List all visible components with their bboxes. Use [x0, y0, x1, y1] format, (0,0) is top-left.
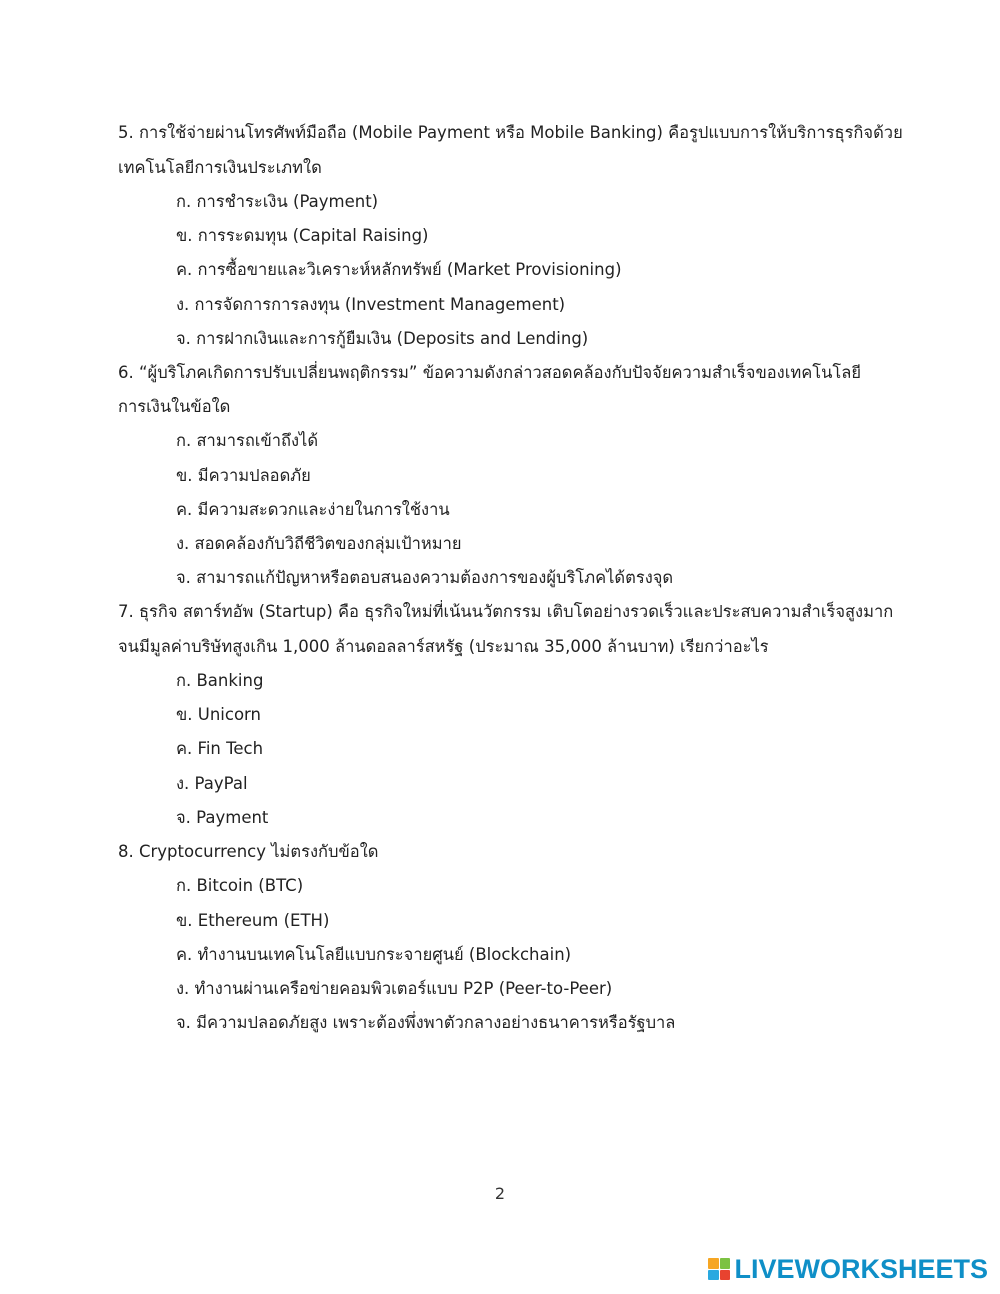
question-5-option-a: ก. การชำระเงิน (Payment) — [176, 192, 379, 211]
question-5-stem-line-1: 5. การใช้จ่ายผ่านโทรศัพท์มือถือ (Mobile Payment หรือ Mobile Banking) คือรูปแบบการให้บริการธุรกิจด้วย — [118, 123, 903, 142]
question-5-option-c: ค. การซื้อขายและวิเคราะห์หลักทรัพย์ (Market Provisioning) — [176, 260, 622, 279]
question-5-option-d: ง. การจัดการการลงทุน (Investment Management) — [176, 295, 566, 314]
question-5-stem-line-2: เทคโนโลยีการเงินประเภทใด — [118, 158, 322, 177]
liveworksheets-brand[interactable] — [708, 1254, 988, 1284]
question-8-option-d: ง. ทำงานผ่านเครือข่ายคอมพิวเตอร์แบบ P2P (Peer-to-Peer) — [176, 979, 613, 998]
question-7-option-a: ก. Banking — [176, 671, 264, 690]
question-8-option-a: ก. Bitcoin (BTC) — [176, 876, 304, 895]
question-7-stem-line-1: 7. ธุรกิจ สตาร์ทอัพ (Startup) คือ ธุรกิจใหม่ที่เน้นนวัตกรรม เติบโตอย่างรวดเร็วและประสบความสำเร็จสูงมาก — [118, 602, 894, 621]
question-8-option-c: ค. ทำงานบนเทคโนโลยีแบบกระจายศูนย์ (Blockchain) — [176, 945, 572, 964]
question-8-option-e: จ. มีความปลอดภัยสูง เพราะต้องพึ่งพาตัวกลางอย่างธนาคารหรือรัฐบาล — [176, 1013, 676, 1032]
question-7-option-d: ง. PayPal — [176, 774, 248, 793]
question-5-option-e: จ. การฝากเงินและการกู้ยืมเงิน (Deposits and Lending) — [176, 329, 589, 348]
question-6-option-e: จ. สามารถแก้ปัญหาหรือตอบสนองความต้องการของผู้บริโภคได้ตรงจุด — [176, 568, 674, 587]
question-8-option-b: ข. Ethereum (ETH) — [176, 911, 330, 930]
question-6-option-a: ก. สามารถเข้าถึงได้ — [176, 431, 319, 450]
question-6-stem-line-2: การเงินในข้อใด — [118, 397, 231, 416]
question-6-option-d: ง. สอดคล้องกับวิถีชีวิตของกลุ่มเป้าหมาย — [176, 534, 462, 553]
question-7-option-c: ค. Fin Tech — [176, 739, 264, 758]
liveworksheets-logo-icon — [708, 1258, 730, 1280]
question-7-option-b: ข. Unicorn — [176, 705, 262, 724]
question-6-option-c: ค. มีความสะดวกและง่ายในการใช้งาน — [176, 500, 450, 519]
question-6-option-b: ข. มีความปลอดภัย — [176, 466, 311, 485]
brand-name: LIVEWORKSHEETS — [734, 1253, 988, 1284]
page-number: 2 — [494, 1184, 506, 1203]
question-7-stem-line-2: จนมีมูลค่าบริษัทสูงเกิน 1,000 ล้านดอลลาร์สหรัฐ (ประมาณ 35,000 ล้านบาท) เรียกว่าอะไร — [118, 637, 769, 656]
question-6-stem-line-1: 6. “ผู้บริโภคเกิดการปรับเปลี่ยนพฤติกรรม” ข้อความดังกล่าวสอดคล้องกับปัจจัยความสำเร็จของเทคโนโลยี — [118, 363, 862, 382]
question-5-option-b: ข. การระดมทุน (Capital Raising) — [176, 226, 429, 245]
question-8-stem-line-1: 8. Cryptocurrency ไม่ตรงกับข้อใด — [118, 842, 379, 861]
question-7-option-e: จ. Payment — [176, 808, 269, 827]
